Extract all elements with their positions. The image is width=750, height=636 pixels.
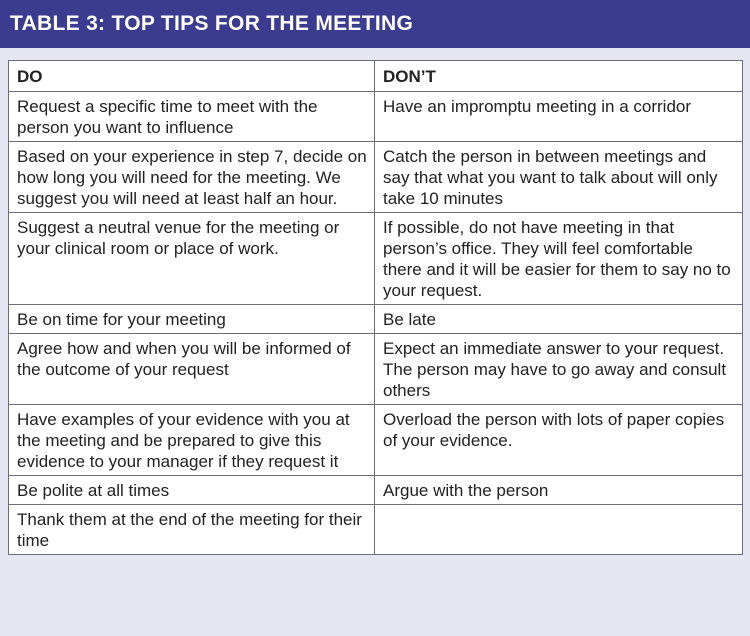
header-dont: DON’T (375, 61, 743, 92)
table-row (9, 505, 743, 555)
do-cell: Agree how and when you will be informed of the outcome of your request (9, 334, 375, 405)
do-cell: Thank them at the end of the meeting for their time (9, 505, 375, 555)
do-cell: Request a specific time to meet with the person you want to influence (9, 92, 375, 142)
header-row (9, 61, 743, 92)
do-cell: Have examples of your evidence with you at the meeting and be prepared to give this evidence to your manager if they request it (9, 405, 375, 476)
do-cell: Based on your experience in step 7, decide on how long you will need for the meeting. We suggest you will need at least half an hour. (9, 142, 375, 213)
tips-table (8, 60, 743, 555)
dont-cell: Overload the person with lots of paper copies of your evidence. (375, 405, 743, 476)
dont-cell (375, 505, 743, 555)
table-row (9, 405, 743, 476)
dont-cell: Expect an immediate answer to your request. The person may have to go away and consult others (375, 334, 743, 405)
table-row (9, 142, 743, 213)
dont-cell: Be late (375, 305, 743, 334)
do-cell: Suggest a neutral venue for the meeting or your clinical room or place of work. (9, 213, 375, 305)
dont-cell: Argue with the person (375, 476, 743, 505)
table-row (9, 92, 743, 142)
table-title: TABLE 3: TOP TIPS FOR THE MEETING (10, 12, 414, 35)
do-cell: Be polite at all times (9, 476, 375, 505)
dont-cell: Have an impromptu meeting in a corridor (375, 92, 743, 142)
title-bar (0, 0, 750, 48)
do-cell: Be on time for your meeting (9, 305, 375, 334)
header-do: DO (9, 61, 375, 92)
dont-cell: If possible, do not have meeting in that person’s office. They will feel comfortable there and it will be easier for them to say no to your request. (375, 213, 743, 305)
dont-cell: Catch the person in between meetings and say that what you want to talk about will only take 10 minutes (375, 142, 743, 213)
table-row (9, 213, 743, 305)
table-row (9, 305, 743, 334)
tips-table-container (8, 60, 742, 555)
table-row (9, 334, 743, 405)
table-row (9, 476, 743, 505)
